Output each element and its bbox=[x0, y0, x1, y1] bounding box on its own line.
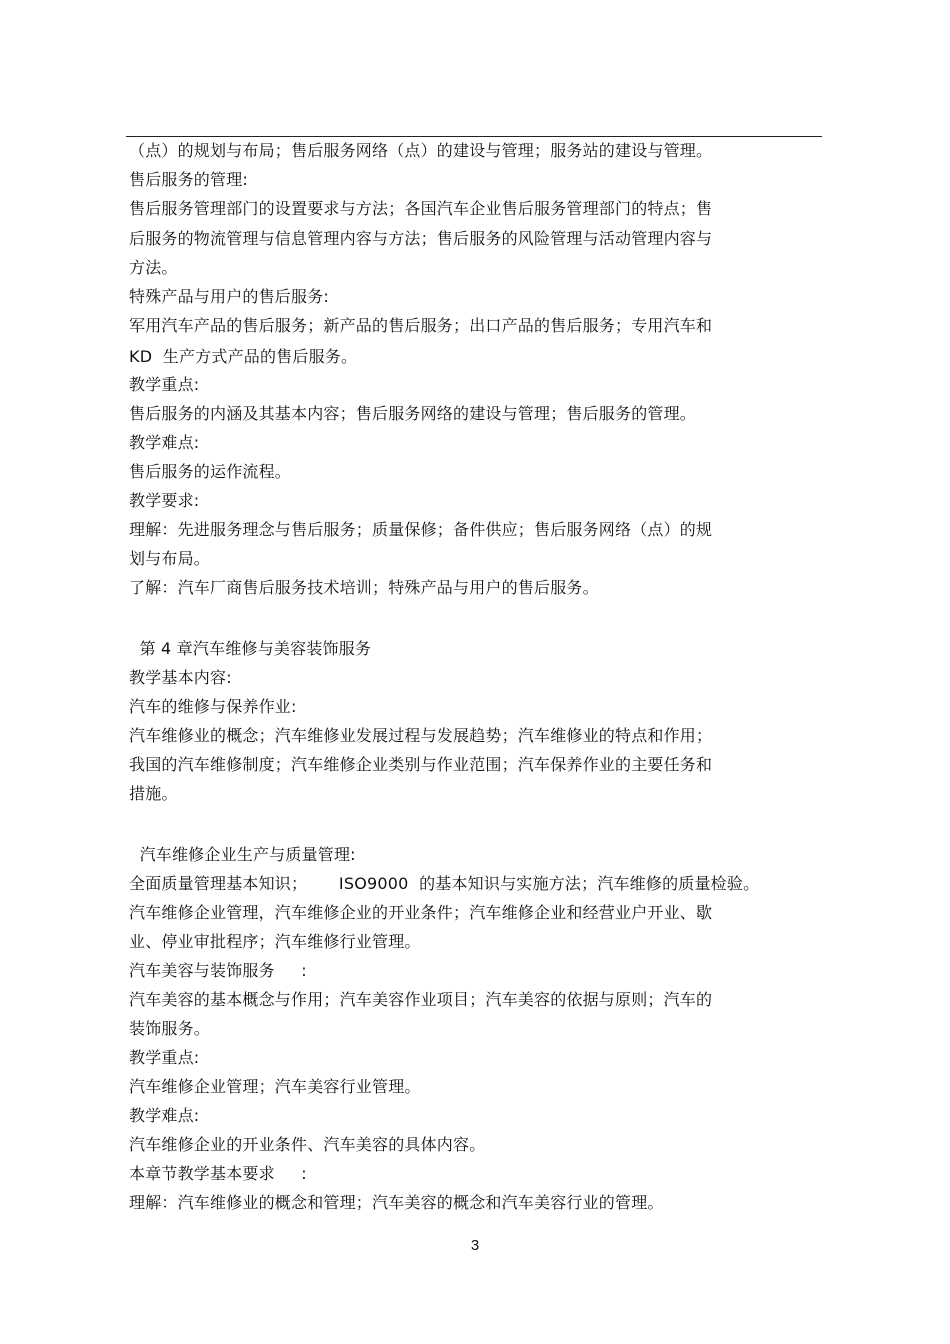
section-heading: 教学重点: bbox=[129, 1048, 200, 1067]
text-line: 理解：先进服务理念与售后服务；质量保修；备件供应；售后服务网络（点）的规 bbox=[129, 520, 713, 539]
section-heading: 特殊产品与用户的售后服务: bbox=[129, 287, 329, 306]
section-heading: 教学基本内容: bbox=[129, 668, 232, 687]
text-line: 售后服务的内涵及其基本内容；售后服务网络的建设与管理；售后服务的管理。 bbox=[129, 404, 697, 423]
section-heading: 汽车美容与装饰服务 : bbox=[129, 961, 307, 980]
section-heading: 教学难点: bbox=[129, 1106, 200, 1125]
text-line: 后服务的物流管理与信息管理内容与方法；售后服务的风险管理与活动管理内容与 bbox=[129, 229, 713, 248]
chapter-title: 第 4 章汽车维修与美容装饰服务 bbox=[129, 639, 372, 658]
text-line: 汽车维修企业的开业条件、汽车美容的具体内容。 bbox=[129, 1135, 486, 1154]
section-heading: 教学要求: bbox=[129, 491, 200, 510]
text-line: 业、停业审批程序；汽车维修行业管理。 bbox=[129, 932, 421, 951]
text-line: 汽车维修企业管理；汽车美容行业管理。 bbox=[129, 1077, 421, 1096]
text-line: 全面质量管理基本知识； ISO9000 的基本知识与实施方法；汽车维修的质量检验。 bbox=[129, 874, 760, 893]
text-line: 了解：汽车厂商售后服务技术培训；特殊产品与用户的售后服务。 bbox=[129, 578, 599, 597]
text-line: 措施。 bbox=[129, 784, 178, 803]
text-line: 军用汽车产品的售后服务；新产品的售后服务；出口产品的售后服务；专用汽车和 bbox=[129, 316, 713, 335]
section-heading: 售后服务的管理: bbox=[129, 170, 248, 189]
section-heading: 教学难点: bbox=[129, 433, 200, 452]
text-line: 汽车维修业的概念；汽车维修业发展过程与发展趋势；汽车维修业的特点和作用； bbox=[129, 726, 713, 745]
text-line: 装饰服务。 bbox=[129, 1019, 211, 1038]
page-number: 3 bbox=[470, 1237, 480, 1254]
section-heading: 汽车的维修与保养作业: bbox=[129, 697, 297, 716]
text-line: 售后服务管理部门的设置要求与方法；各国汽车企业售后服务管理部门的特点；售 bbox=[129, 199, 713, 218]
text-line: 划与布局。 bbox=[129, 549, 211, 568]
text-line: （点）的规划与布局；售后服务网络（点）的建设与管理；服务站的建设与管理。 bbox=[129, 141, 713, 160]
text-line: 我国的汽车维修制度；汽车维修企业类别与作业范围；汽车保养作业的主要任务和 bbox=[129, 755, 713, 774]
section-heading: 教学重点: bbox=[129, 375, 200, 394]
text-line: 售后服务的运作流程。 bbox=[129, 462, 292, 481]
section-heading: 汽车维修企业生产与质量管理: bbox=[129, 845, 356, 864]
text-line: 理解：汽车维修业的概念和管理；汽车美容的概念和汽车美容行业的管理。 bbox=[129, 1193, 664, 1212]
text-line: 汽车美容的基本概念与作用；汽车美容作业项目；汽车美容的依据与原则；汽车的 bbox=[129, 990, 713, 1009]
text-line: KD 生产方式产品的售后服务。 bbox=[129, 347, 358, 366]
text-line: 方法。 bbox=[129, 258, 178, 277]
text-line: 汽车维修企业管理，汽车维修企业的开业条件；汽车维修企业和经营业户开业、歇 bbox=[129, 903, 713, 922]
section-heading: 本章节教学基本要求 : bbox=[129, 1164, 307, 1183]
